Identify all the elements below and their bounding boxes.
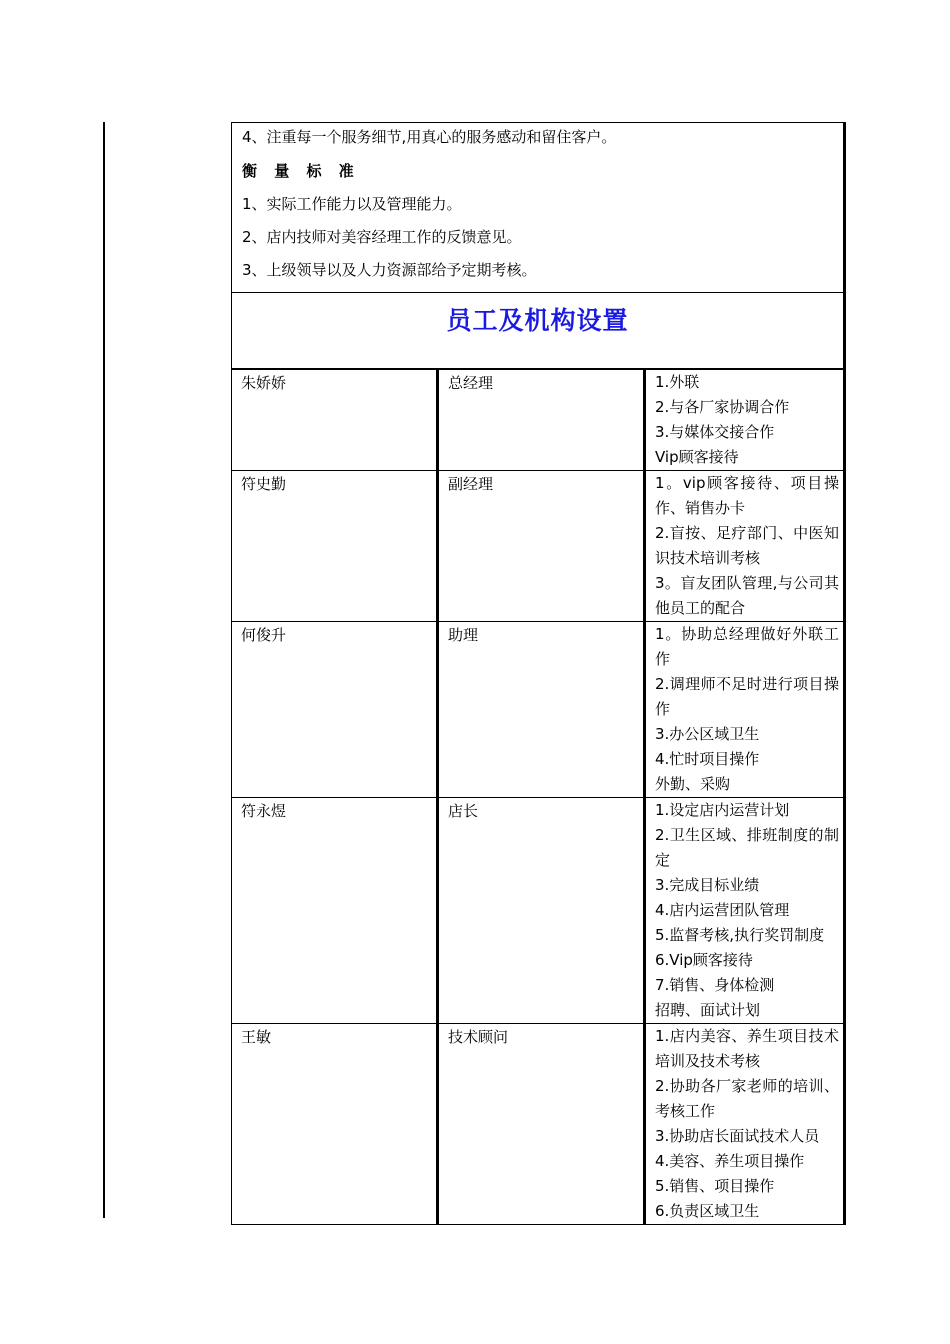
table-row bbox=[232, 622, 845, 798]
staff-table bbox=[231, 369, 846, 1225]
document-table bbox=[231, 122, 846, 1225]
duty-item: 2.调理师不足时进行项目操作 bbox=[655, 675, 839, 718]
duty-item: 3.与媒体交接合作 bbox=[655, 423, 775, 441]
staff-position: 副经理 bbox=[438, 471, 645, 622]
duty-item: 2.协助各厂家老师的培训、考核工作 bbox=[655, 1077, 839, 1120]
staff-name: 王敏 bbox=[232, 1024, 438, 1225]
staff-name: 朱娇娇 bbox=[232, 370, 438, 471]
staff-position: 店长 bbox=[438, 798, 645, 1024]
duty-item: 4.美容、养生项目操作 bbox=[655, 1152, 805, 1170]
staff-duties bbox=[645, 798, 845, 1024]
duty-item: 5.监督考核,执行奖罚制度 bbox=[655, 926, 825, 944]
duty-item: 1.设定店内运营计划 bbox=[655, 801, 790, 819]
duty-item: 3。盲友团队管理,与公司其他员工的配合 bbox=[655, 574, 839, 617]
criteria-item-1: 1、实际工作能力以及管理能力。 bbox=[242, 195, 462, 213]
duty-item: Vip顾客接待 bbox=[655, 448, 739, 466]
duty-item: 3.完成目标业绩 bbox=[655, 876, 760, 894]
staff-position: 助理 bbox=[438, 622, 645, 798]
duty-item: 1.店内美容、养生项目技术培训及技术考核 bbox=[655, 1027, 839, 1070]
duty-item: 6.负责区域卫生 bbox=[655, 1202, 760, 1220]
staff-position: 总经理 bbox=[438, 370, 645, 471]
duty-item: 7.销售、身体检测 bbox=[655, 976, 775, 994]
table-row bbox=[232, 798, 845, 1024]
evaluation-section bbox=[231, 122, 846, 292]
staff-duties bbox=[645, 370, 845, 471]
criteria-item-3: 3、上级领导以及人力资源部给予定期考核。 bbox=[242, 261, 537, 279]
staff-duties bbox=[645, 471, 845, 622]
evaluation-heading: 衡 量 标 准 bbox=[242, 162, 360, 180]
staff-duties bbox=[645, 622, 845, 798]
duty-item: 3.办公区域卫生 bbox=[655, 725, 760, 743]
duty-item: 2.卫生区域、排班制度的制定 bbox=[655, 826, 839, 869]
duty-item: 2.与各厂家协调合作 bbox=[655, 398, 790, 416]
duty-item: 2.盲按、足疗部门、中医知识技术培训考核 bbox=[655, 524, 839, 567]
duty-item: 5.销售、项目操作 bbox=[655, 1177, 775, 1195]
duty-item: 4.忙时项目操作 bbox=[655, 750, 760, 768]
staff-position: 技术顾问 bbox=[438, 1024, 645, 1225]
criteria-item-2: 2、店内技师对美容经理工作的反馈意见。 bbox=[242, 228, 522, 246]
staff-duties bbox=[645, 1024, 845, 1225]
duty-item: 招聘、面试计划 bbox=[655, 1001, 761, 1019]
service-detail-line: 4、注重每一个服务细节,用真心的服务感动和留住客户。 bbox=[242, 128, 617, 146]
staff-name: 符永煜 bbox=[232, 798, 438, 1024]
staff-name: 何俊升 bbox=[232, 622, 438, 798]
table-row bbox=[232, 471, 845, 622]
table-row bbox=[232, 370, 845, 471]
section-title-cell bbox=[231, 292, 846, 369]
left-margin-rule bbox=[103, 122, 105, 1218]
section-title: 员工及机构设置 bbox=[446, 305, 629, 335]
duty-item: 6.Vip顾客接待 bbox=[655, 951, 753, 969]
duty-item: 3.协助店长面试技术人员 bbox=[655, 1127, 820, 1145]
duty-item: 1。协助总经理做好外联工作 bbox=[655, 625, 839, 668]
duty-item: 外勤、采购 bbox=[655, 775, 731, 793]
duty-item: 4.店内运营团队管理 bbox=[655, 901, 790, 919]
duty-item: 1.外联 bbox=[655, 373, 700, 391]
duty-item: 1。vip顾客接待、项目操作、销售办卡 bbox=[655, 474, 839, 517]
staff-name: 符史勤 bbox=[232, 471, 438, 622]
table-row bbox=[232, 1024, 845, 1225]
